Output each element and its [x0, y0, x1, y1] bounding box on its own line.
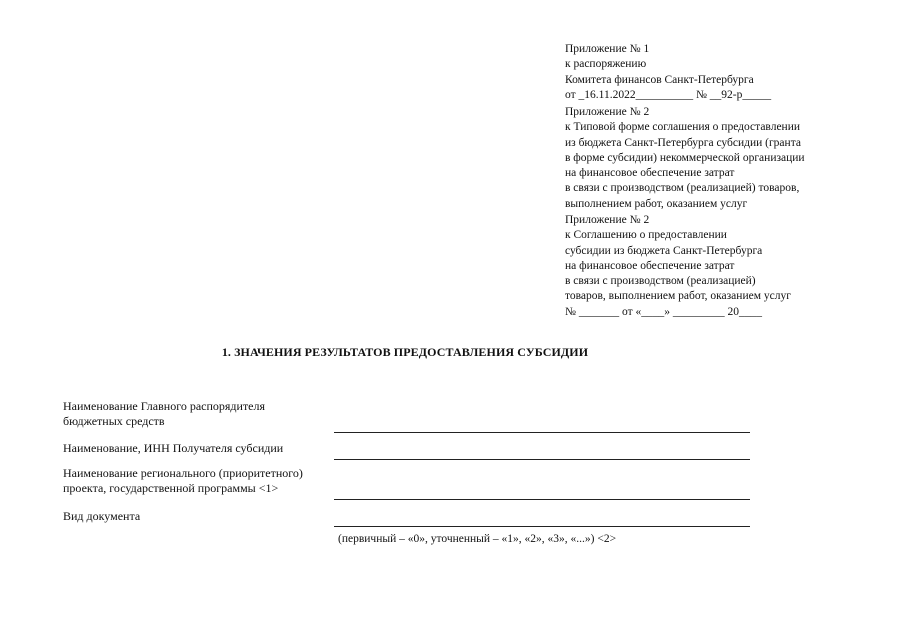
project-label-line: Наименование регионального (приоритетного) — [63, 466, 303, 480]
appendix-1-line: к распоряжению — [565, 58, 647, 71]
appendix-3-line: № _______ от «____» _________ 20____ — [565, 305, 762, 318]
distributor-label-line: бюджетных средств — [63, 414, 165, 428]
distributor-field[interactable] — [334, 432, 750, 433]
recipient-field[interactable] — [334, 459, 750, 460]
appendix-2-line: к Типовой форме соглашения о предоставлении — [565, 121, 801, 134]
appendix-2-line: в форме субсидии) некоммерческой организации — [565, 151, 805, 164]
doc-type-field[interactable] — [334, 526, 750, 527]
project-label-line: проекта, государственной программы <1> — [63, 481, 279, 495]
appendix-1-line: от _16.11.2022__________ № __92-р_____ — [565, 88, 772, 101]
distributor-label — [63, 399, 333, 429]
project-label — [63, 466, 333, 496]
appendix-2-block — [565, 105, 895, 212]
appendix-3-line: Приложение № 2 — [565, 214, 650, 226]
section-title: 1. ЗНАЧЕНИЯ РЕЗУЛЬТАТОВ ПРЕДОСТАВЛЕНИЯ СУБСИДИИ — [221, 345, 589, 359]
appendix-3-line: субсидии из бюджета Санкт-Петербурга — [565, 244, 763, 257]
doc-type-hint: (первичный – «0», уточненный – «1», «2», «3», «...») <2> — [338, 533, 617, 545]
appendix-2-line: Приложение № 2 — [565, 106, 650, 118]
distributor-label-line: Наименование Главного распорядителя — [63, 399, 266, 413]
appendix-3-line: на финансовое обеспечение затрат — [565, 259, 735, 272]
appendix-3-line: товаров, выполнением работ, оказанием услуг — [565, 290, 791, 303]
appendix-3-block — [565, 213, 895, 320]
appendix-1-block — [565, 42, 895, 103]
project-field[interactable] — [334, 499, 750, 500]
doc-type-label: Вид документа — [63, 509, 141, 523]
appendix-3-line: к Соглашению о предоставлении — [565, 229, 727, 242]
appendix-3-line: в связи с производством (реализацией) — [565, 275, 756, 288]
appendix-2-line: выполнением работ, оказанием услуг — [565, 197, 748, 210]
appendix-1-line: Приложение № 1 — [565, 43, 650, 55]
recipient-label: Наименование, ИНН Получателя субсидии — [63, 441, 284, 455]
appendix-2-line: из бюджета Санкт-Петербурга субсидии (гранта — [565, 136, 801, 149]
appendix-1-line: Комитета финансов Санкт-Петербурга — [565, 73, 754, 86]
appendix-2-line: на финансовое обеспечение затрат — [565, 167, 735, 180]
appendix-2-line: в связи с производством (реализацией) товаров, — [565, 182, 800, 195]
